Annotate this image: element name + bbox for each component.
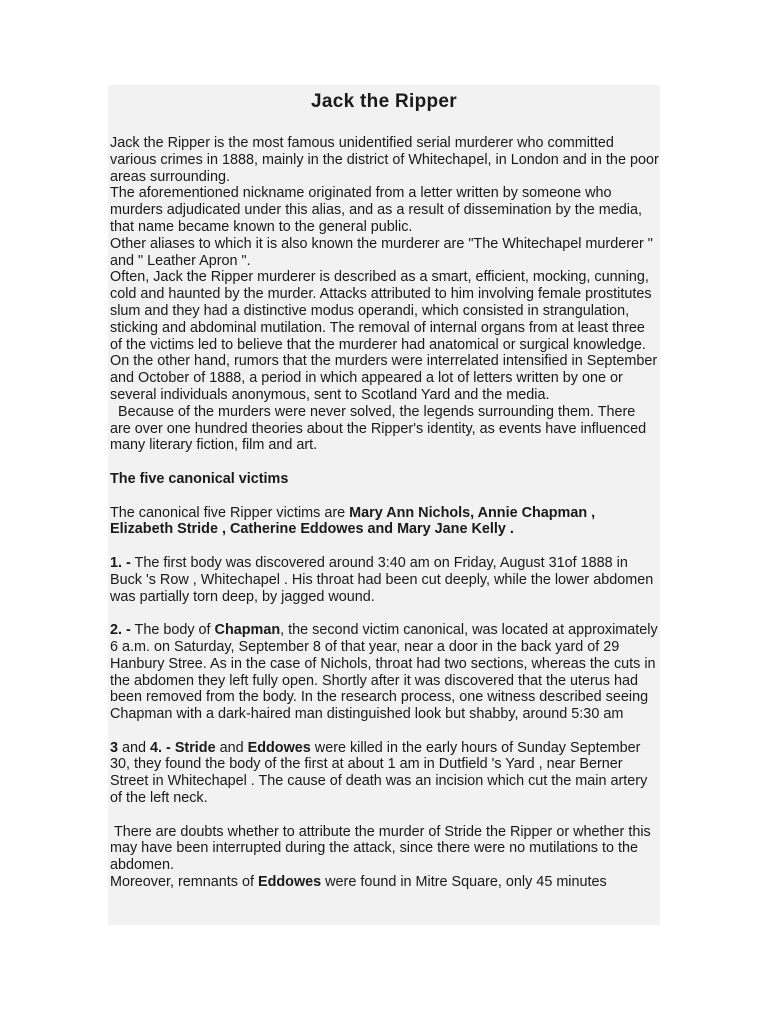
remnants-paragraph bbox=[110, 874, 660, 891]
victim-1-paragraph bbox=[110, 555, 660, 605]
canonical-victims-paragraph bbox=[110, 505, 660, 539]
victim-2-text-b: , the second victim canonical, was located at approximately 6 a.m. on Saturday, September 8 of that year, near a door in the back yard of 29 Hanbury Stree. As in the case of Nichols, throat had two sections, whereas the cuts in the abdomen they left fully open. Shortly after it was discovered that the uterus had been removed from the body. In the research process, one witness described seeing Chapman with a dark-haired man distinguished look but shabby, around 5:30 am bbox=[110, 622, 658, 723]
section-heading bbox=[110, 471, 660, 488]
document-title: Jack the Ripper bbox=[311, 91, 457, 112]
victim-4-name: Eddowes bbox=[247, 739, 311, 756]
victim-3-4-text: were killed in the early hours of Sunday September 30, they found the body of the first at about 1 am in Dutfield 's Yard , near Berner Street in Whitechapel . The cause of death was an incision which cut the main artery of the left neck. bbox=[110, 739, 648, 807]
victim-2-paragraph bbox=[110, 622, 660, 723]
intro-paragraph-1: Jack the Ripper is the most famous unidentified serial murderer who committed various crimes in 1888, mainly in the district of Whitechapel, in London and in the poor areas surrounding. bbox=[110, 135, 659, 185]
canonical-lead-text: The canonical five Ripper victims are bbox=[110, 504, 350, 521]
victim-2-name: Chapman bbox=[214, 622, 281, 639]
victim-3-4-paragraph bbox=[110, 740, 660, 807]
intro-paragraph-3: Other aliases to which it is also known the murderer are "The Whitechapel murderer " and " Leather Apron ". bbox=[110, 235, 653, 269]
conjunction-text: and bbox=[215, 739, 248, 756]
spacer bbox=[110, 605, 660, 622]
victim-3-label: 3 bbox=[110, 739, 119, 756]
remnants-text: were found in Mitre Square, only 45 minutes bbox=[321, 874, 607, 891]
remnants-lead-text: Moreover, remnants of bbox=[110, 874, 258, 891]
intro-paragraph-2: The aforementioned nickname originated from a letter written by someone who murders adjudicated under this alias, and as a result of dissemination by the media, that name became known to the general public. bbox=[110, 185, 642, 235]
document-body bbox=[110, 135, 660, 891]
section-heading-text: The five canonical victims bbox=[110, 470, 289, 487]
remnants-name: Eddowes bbox=[257, 874, 322, 891]
victim-4-label: 4. - Stride bbox=[150, 739, 216, 756]
spacer bbox=[110, 723, 660, 740]
conjunction-text: and bbox=[118, 739, 151, 756]
canonical-victim-names: Mary Ann Nichols, Annie Chapman , Elizabeth Stride , Catherine Eddowes and Mary Jane Kelly . bbox=[110, 504, 596, 538]
spacer bbox=[110, 488, 660, 505]
victim-2-label: 2. - bbox=[110, 622, 131, 639]
spacer bbox=[110, 454, 660, 471]
victim-1-text: The first body was discovered around 3:40 am on Friday, August 31of 1888 in Buck 's Row , Whitechapel . His throat had been cut deeply, while the lower abdomen was partially torn deep, by jagged wound. bbox=[110, 554, 654, 605]
victim-1-label: 1. - bbox=[110, 554, 131, 571]
victim-2-text-a: The body of bbox=[130, 622, 215, 639]
spacer bbox=[110, 807, 660, 824]
doubts-paragraph: There are doubts whether to attribute the murder of Stride the Ripper or whether this may have been interrupted during the attack, since there were no mutilations to the abdomen. bbox=[110, 823, 651, 874]
document-page bbox=[108, 85, 660, 925]
intro-paragraph-4: Often, Jack the Ripper murderer is described as a smart, efficient, mocking, cunning, cold and haunted by the murder. Attacks attributed to him involving female prostitutes slum and they had a distinctive modus operandi, which consisted in strangulation, sticking and abdominal mutilation. The removal of internal organs from at least three of the victims led to believe that the murderer had anatomical or surgical knowledge. On the other hand, rumors that the murders were interrelated intensified in September and October of 1888, a period in which appeared a lot of letters written by one or several individuals anonymous, sent to Scotland Yard and the media. bbox=[110, 269, 658, 403]
intro-paragraph-5: Because of the murders were never solved, the legends surrounding them. There are over one hundred theories about the Ripper's identity, as events have influenced many literary fiction, film and art. bbox=[110, 403, 647, 454]
spacer bbox=[110, 538, 660, 555]
